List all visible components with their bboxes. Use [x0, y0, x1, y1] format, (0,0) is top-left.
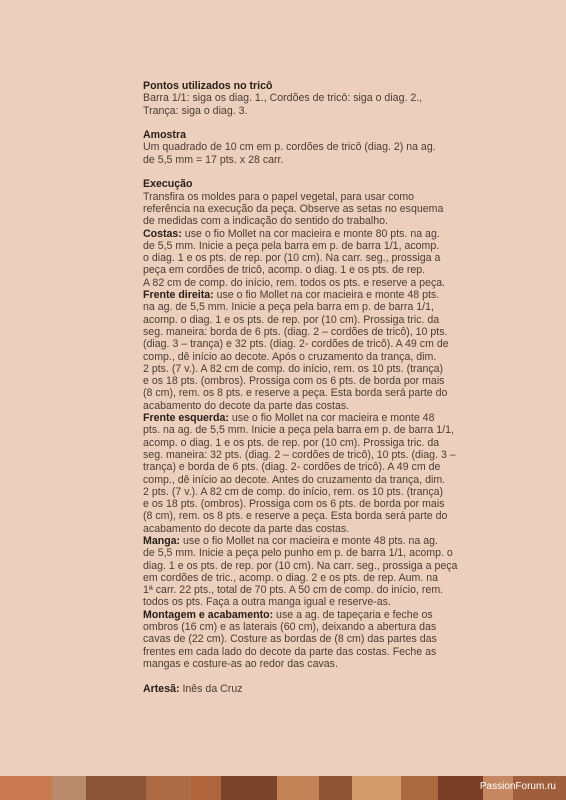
stripe-segment: [52, 776, 86, 800]
manga-line: todos os pts. Faça a outra manga igual e reserve-as.: [143, 596, 391, 609]
frente-esquerda-line: acabamento do decote da parte das costas.: [143, 522, 350, 535]
frente-esquerda-line: e os 18 pts. (ombros). Prossiga com os 6 pts. de borda por mais: [143, 498, 445, 511]
amostra-line-1: Um quadrado de 10 cm em p. cordões de tricô (diag. 2) na ag.: [143, 141, 436, 154]
paragraph-frente-direita: [143, 289, 505, 412]
document-body: [143, 80, 505, 695]
frente-esquerda-line: seg. maneira: 32 pts. (diag. 2 – cordões de tricô), 10 pts. (diag. 3 –: [143, 448, 456, 461]
montagem-first-line: [143, 609, 505, 621]
stripe-segment: [319, 776, 353, 800]
stripe-segment: [401, 776, 438, 800]
section-amostra: [143, 129, 505, 166]
frente-esquerda-first-text: use o fio Mollet na cor macieira e monte 48: [228, 412, 435, 425]
execucao-intro-2: referência na execução da peça. Observe as setas no esquema: [143, 202, 444, 215]
frente-direita-first-text: use o fio Mollet na cor macieira e monte 48 pts.: [213, 289, 440, 302]
section-title-pontos: Pontos utilizados no tricô: [143, 80, 273, 92]
section-pontos: [143, 80, 505, 117]
manga-first-text: use o fio Mollet na cor macieira e monte 48 pts. na ag.: [180, 534, 438, 547]
stripe-segment: [0, 776, 52, 800]
stripe-segment: [146, 776, 191, 800]
pontos-line-2: Trança: siga o diag. 3.: [143, 104, 248, 117]
costas-line: A 82 cm de comp. do início, rem. todos os pts. e reserve a peça.: [143, 276, 446, 289]
montagem-line: ombros (16 cm) e as laterais (60 cm), deixando a abertura das: [143, 621, 437, 634]
execucao-intro-1: Transfira os moldes para o papel vegetal, para usar como: [143, 190, 415, 203]
paragraph-frente-esquerda: [143, 412, 505, 535]
costas-line: de 5,5 mm. Inicie a peça pela barra em p. de barra 1/1, acomp.: [143, 239, 440, 252]
frente-esquerda-label: Frente esquerda:: [143, 412, 229, 425]
frente-esquerda-line: comp., dê início ao decote. Antes do cruzamento da trança, dim.: [143, 473, 446, 486]
frente-direita-line: acabamento do decote da parte das costas.: [143, 399, 350, 412]
frente-direita-line: na ag. de 5,5 mm. Inicie a peça pela barra em p. de barra 1/1,: [143, 301, 434, 314]
frente-direita-line: (diag. 3 – trança) e 32 pts. (diag. 2- cordões de tricô). A 49 cm de: [143, 338, 449, 351]
stripe-segment: [86, 776, 146, 800]
stripe-segment: [277, 776, 318, 800]
paragraph-manga: [143, 535, 505, 609]
manga-line: diag. 1 e os pts. de rep. por (10 cm). Na carr. seg., prossiga a peça: [143, 559, 458, 572]
artesa-credit: [143, 683, 505, 695]
artesa-label: Artesã:: [143, 682, 180, 695]
montagem-label: Montagem e acabamento:: [143, 608, 274, 621]
montagem-line: mangas e costure-as ao redor das cavas.: [143, 657, 338, 670]
manga-line: 1ª carr. 22 pts., total de 70 pts. A 50 cm de comp. do início, rem.: [143, 584, 444, 597]
execucao-intro-3: de medidas com a indicação do sentido do trabalho.: [143, 215, 388, 228]
frente-esquerda-line: (8 cm), rem. os 8 pts. e reserve a peça. Esta borda será parte do: [143, 510, 448, 523]
watermark-text: PassionForum.ru: [479, 781, 556, 792]
artesa-name: Inês da Cruz: [179, 682, 243, 695]
paragraph-costas: [143, 228, 505, 289]
amostra-line-2: de 5,5 mm = 17 pts. x 28 carr.: [143, 153, 284, 166]
stripe-segment: [438, 776, 483, 800]
frente-esquerda-line: trança) e borda de 6 pts. (diag. 2- cordões de tricô). A 49 cm de: [143, 461, 441, 474]
stripe-segment: [221, 776, 277, 800]
frente-esquerda-first-line: [143, 412, 505, 424]
pontos-line-1: Barra 1/1: siga os diag. 1., Cordões de tricô: siga o diag. 2.,: [143, 92, 423, 105]
frente-direita-label: Frente direita:: [143, 289, 214, 302]
frente-direita-line: 2 pts. (7 v.). A 82 cm de comp. do início, rem. os 10 pts. (trança): [143, 362, 444, 375]
costas-label: Costas:: [143, 227, 182, 240]
manga-line: de 5,5 mm. Inicie a peça pelo punho em p. de barra 1/1, acomp. o: [143, 547, 453, 560]
costas-line: o diag. 1 e os pts. de rep. por (10 cm). Na carr. seg., prossiga a: [143, 252, 441, 265]
frente-esquerda-line: 2 pts. (7 v.). A 82 cm de comp. do início, rem. os 10 pts. (trança): [143, 485, 444, 498]
costas-line: peça em cordões de tricô, acomp. o diag. 1 e os pts. de rep.: [143, 264, 426, 277]
montagem-first-text: use a ag. de tapeçaria e feche os: [273, 608, 433, 621]
manga-line: em cordões de tric., acomp. o diag. 2 e os pts. de rep. Aum. na: [143, 571, 439, 584]
manga-first-line: [143, 535, 505, 547]
section-title-execucao: Execução: [143, 178, 193, 191]
stripe-segment: [191, 776, 221, 800]
section-execucao: [143, 178, 505, 670]
frente-direita-line: seg. maneira: borda de 6 pts. (diag. 2 – cordões de tricô), 10 pts.: [143, 325, 448, 338]
frente-esquerda-line: acomp. o diag. 1 e os pts. de rep. por (10 cm). Prossiga tric. da: [143, 436, 440, 449]
paragraph-montagem: [143, 609, 505, 670]
frente-direita-line: e os 18 pts. (ombros). Prossiga com os 6 pts. de borda por mais: [143, 375, 445, 388]
frente-direita-line: acomp. o diag. 1 e os pts. de rep. por (10 cm). Prossiga tric. da: [143, 313, 440, 326]
montagem-line: cavas de (22 cm). Costure as bordas de (8 cm) das partes das: [143, 633, 437, 646]
montagem-line: frentes em cada lado do decote da parte das costas. Feche as: [143, 645, 437, 658]
costas-first-line: [143, 228, 505, 240]
stripe-segment: [352, 776, 401, 800]
frente-direita-line: comp., dê início ao decote. Após o cruzamento da trança, dim.: [143, 350, 437, 363]
costas-first-text: use o fio Mollet na cor macieira e monte 80 pts. na ag.: [181, 227, 440, 240]
frente-direita-line: (8 cm), rem. os 8 pts. e reserve a peça. Esta borda será parte do: [143, 387, 448, 400]
frente-esquerda-line: pts. na ag. de 5,5 mm. Inicie a peça pela barra em p. de barra 1/1,: [143, 424, 454, 437]
frente-direita-first-line: [143, 289, 505, 301]
section-title-amostra: Amostra: [143, 129, 186, 142]
manga-label: Manga:: [143, 534, 181, 547]
